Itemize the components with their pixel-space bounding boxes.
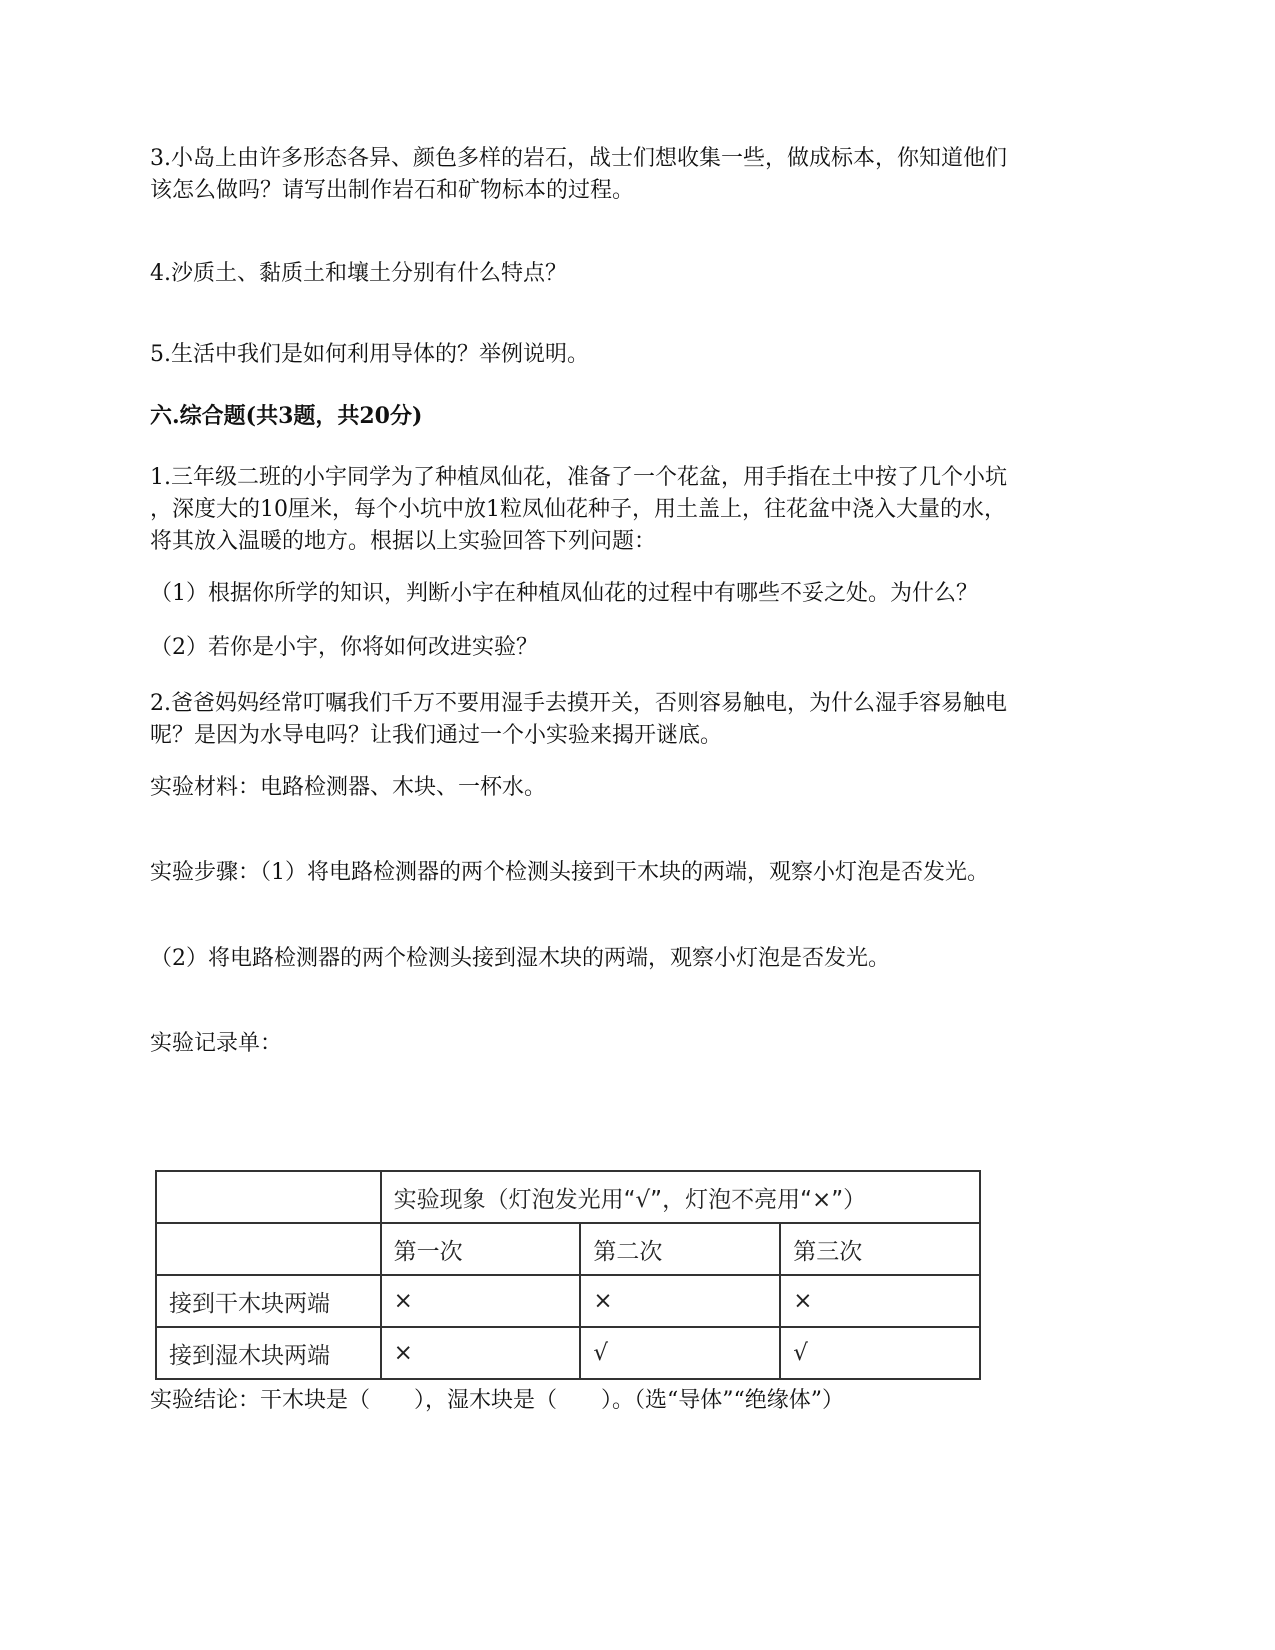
table-col-second: 第二次 bbox=[580, 1223, 780, 1275]
section-6-q2-line-1: 2.爸爸妈妈经常叮嘱我们千万不要用湿手去摸开关，否则容易触电，为什么湿手容易触电 bbox=[150, 691, 1007, 716]
table-cell: × bbox=[580, 1275, 780, 1327]
section-6-q2-line-2: 呢？是因为水导电吗？让我们通过一个小实验来揭开谜底。 bbox=[150, 723, 723, 748]
table-row bbox=[156, 1275, 980, 1327]
table-row-label: 接到干木块两端 bbox=[156, 1275, 381, 1327]
table-row-label: 接到湿木块两端 bbox=[156, 1327, 381, 1379]
question-5: 5.生活中我们是如何利用导体的？举例说明。 bbox=[150, 342, 589, 367]
question-3-line-2: 该怎么做吗？请写出制作岩石和矿物标本的过程。 bbox=[150, 178, 635, 203]
question-3-line-1: 3.小岛上由许多形态各异、颜色多样的岩石，战士们想收集一些，做成标本，你知道他们 bbox=[150, 146, 1007, 171]
table-header-row bbox=[156, 1171, 980, 1223]
section-6-q1-line-3: 将其放入温暖的地方。根据以上实验回答下列问题： bbox=[150, 529, 657, 554]
table-cell: √ bbox=[580, 1327, 780, 1379]
table-cell: × bbox=[381, 1327, 581, 1379]
section-6-q1-sub-1: （1）根据你所学的知识，判断小宇在种植凤仙花的过程中有哪些不妥之处。为什么？ bbox=[150, 581, 978, 606]
section-6-q1-line-2: ，深度大的10厘米，每个小坑中放1粒凤仙花种子，用土盖上，往花盆中浇入大量的水， bbox=[150, 497, 1006, 522]
experiment-steps-1: 实验步骤：（1）将电路检测器的两个检测头接到干木块的两端，观察小灯泡是否发光。 bbox=[150, 860, 989, 885]
question-4: 4.沙质土、黏质土和壤土分别有什么特点？ bbox=[150, 261, 567, 286]
experiment-materials: 实验材料：电路检测器、木块、一杯水。 bbox=[150, 775, 547, 800]
table-phenomenon-header: 实验现象（灯泡发光用“√”，灯泡不亮用“×”） bbox=[381, 1171, 980, 1223]
experiment-record-table bbox=[155, 1170, 981, 1380]
section-6-heading: 六.综合题(共3题，共20分) bbox=[150, 403, 423, 429]
table-cell: × bbox=[381, 1275, 581, 1327]
table-empty-cell bbox=[156, 1223, 381, 1275]
table-row bbox=[156, 1327, 980, 1379]
table-col-first: 第一次 bbox=[381, 1223, 581, 1275]
experiment-record-label: 实验记录单： bbox=[150, 1031, 283, 1056]
table-cell: √ bbox=[780, 1327, 980, 1379]
experiment-steps-2: （2）将电路检测器的两个检测头接到湿木块的两端，观察小灯泡是否发光。 bbox=[150, 946, 890, 971]
table-subheader-row bbox=[156, 1223, 980, 1275]
section-6-q1-sub-2: （2）若你是小宇，你将如何改进实验？ bbox=[150, 635, 538, 660]
table-corner-cell bbox=[156, 1171, 381, 1223]
table-col-third: 第三次 bbox=[780, 1223, 980, 1275]
table-cell: × bbox=[780, 1275, 980, 1327]
experiment-conclusion: 实验结论：干木块是（ ），湿木块是（ ）。（选“导体”“绝缘体”） bbox=[150, 1388, 844, 1413]
section-6-q1-line-1: 1.三年级二班的小宇同学为了种植凤仙花，准备了一个花盆，用手指在土中按了几个小坑 bbox=[150, 465, 1007, 490]
